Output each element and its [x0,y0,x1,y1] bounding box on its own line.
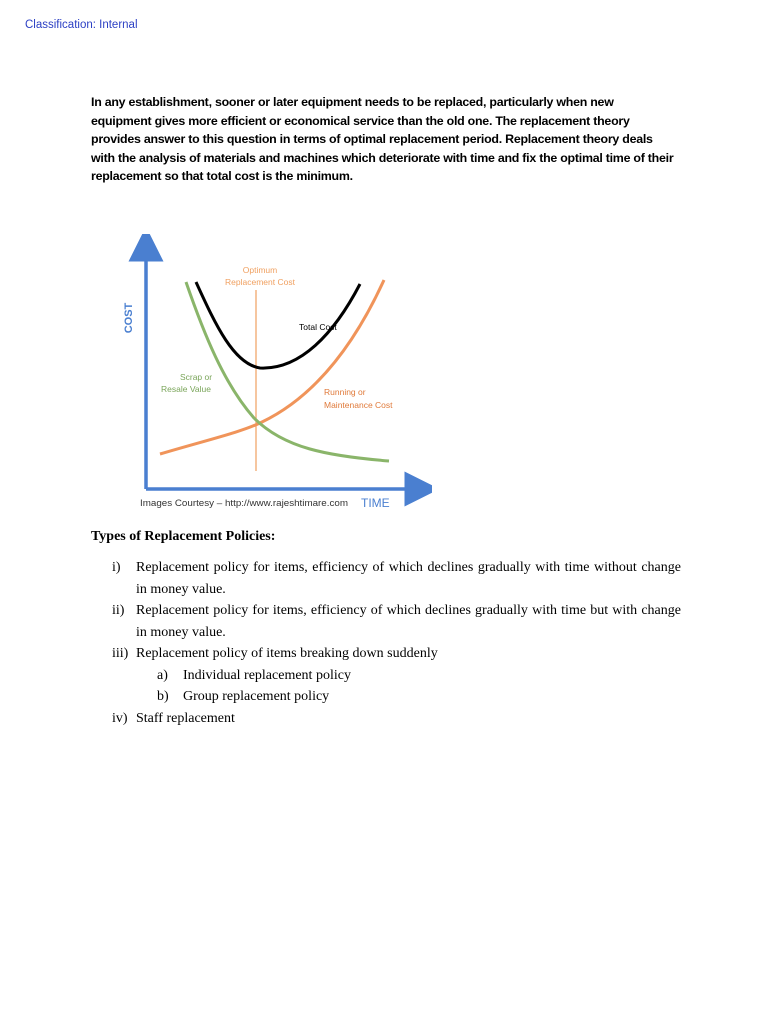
list-number: ii) [112,603,125,618]
sub-list-item [91,665,681,687]
x-axis-label: TIME [361,496,390,510]
y-axis-label: COST [123,302,135,334]
list-text: Individual replacement policy [183,667,351,683]
list-item [91,708,681,730]
list-number: b) [157,689,169,704]
list-text: Staff replacement [136,710,235,726]
list-text: Replacement policy for items, efficiency of which declines gradually with time without change in money value. [136,560,681,597]
list-number: iii) [112,646,129,661]
scrap-value-curve [186,282,389,461]
intro-line: In any establishment, sooner or later equipment needs to be replaced, particularly when new [91,95,614,109]
list-item [91,643,681,708]
list-number: i) [112,560,121,575]
list-number: a) [157,667,168,683]
running-label: Running or [324,387,366,397]
list-number: iv) [112,710,128,726]
list-text: Replacement policy for items, efficiency of which declines gradually with time but with change in money value. [136,603,681,640]
sub-list-item [91,686,681,708]
optimum-label: Optimum [242,265,278,275]
list-item [91,600,681,643]
running-label: Maintenance Cost [324,400,393,410]
intro-line: replacement so that total cost is the minimum. [91,169,353,184]
optimum-label: Replacement Cost [225,277,295,287]
sub-list [136,665,681,708]
list-item [91,557,681,600]
intro-paragraph [91,93,691,186]
intro-line: with the analysis of materials and machines which deteriorate with time and fix the optimal time of their [91,150,674,165]
scrap-label: Resale Value [161,384,211,394]
list-text: Replacement policy of items breaking down suddenly [136,646,438,661]
scrap-label: Scrap or [179,372,213,382]
intro-line: equipment gives more efficient or economical service than the old one. The replacement theory [91,113,630,128]
total-cost-label: Total Cost [299,322,337,332]
intro-line: provides answer to this question in terms of optimal replacement period. Replacement theory deals [91,132,653,147]
list-text: Group replacement policy [183,689,330,704]
classification-label: Classification: Internal [25,19,138,31]
replacement-cost-figure [112,234,432,516]
section-title: Types of Replacement Policies: [91,529,276,544]
image-credit: Images Courtesy – http://www.rajeshtimare.com [140,498,348,508]
policy-list [91,557,681,729]
